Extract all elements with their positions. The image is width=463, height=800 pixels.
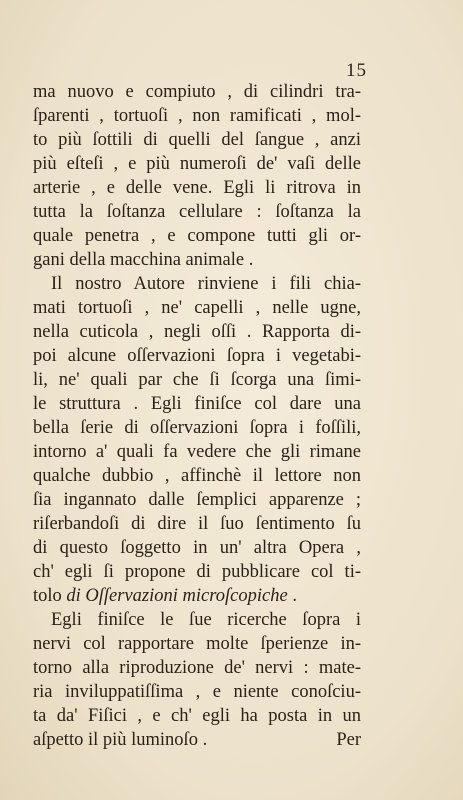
text-line: nervi col rapportare molte ſperienze in- bbox=[33, 634, 361, 654]
text-line: ta da' Fiſici , e ch' egli ha posta in un bbox=[33, 706, 361, 726]
text-line-with-catchword bbox=[33, 728, 361, 752]
text-line: quale penetra , e compone tutti gli or- bbox=[33, 226, 361, 246]
text-line: Egli finiſce le ſue ricerche ſopra i bbox=[51, 610, 361, 630]
text-line: ch' egli ſi propone di pubblicare col ti- bbox=[33, 562, 361, 582]
page-number: 15 bbox=[346, 60, 367, 81]
catchword: Per bbox=[336, 730, 361, 750]
text-line: li, ne' quali par che ſi ſcorga una ſimi- bbox=[33, 370, 361, 390]
text-fragment: aſpetto il più luminoſo . bbox=[33, 730, 208, 750]
text-line: to più ſottili di quelli del ſangue , anzi bbox=[33, 130, 361, 150]
text-fragment: tolo bbox=[33, 586, 67, 606]
text-line: nella cuticola , negli oſſi . Rapporta di- bbox=[33, 322, 361, 342]
text-line: bella ſerie di oſſervazioni ſopra i foſſili, bbox=[33, 418, 361, 438]
text-line-with-title bbox=[33, 584, 361, 608]
text-line: riſerbandoſi di dire il ſuo ſentimento ſu bbox=[33, 514, 361, 534]
italic-title: di Oſſervazioni microſcopiche bbox=[66, 586, 288, 606]
text-line: mati tortuoſi , ne' capelli , nelle ugne, bbox=[33, 298, 361, 318]
text-line: Il nostro Autore rinviene i fili chia- bbox=[51, 274, 361, 294]
text-line: ma nuovo e compiuto , di cilindri tra- bbox=[33, 82, 361, 102]
text-line: qualche dubbio , affinchè il lettore non bbox=[33, 466, 361, 486]
text-line: arterie , e delle vene. Egli li ritrova in bbox=[33, 178, 361, 198]
text-line: intorno a' quali fa vedere che gli rimane bbox=[33, 442, 361, 462]
paragraph-2 bbox=[33, 272, 361, 608]
text-fragment: . bbox=[287, 586, 297, 606]
paragraph-1 bbox=[33, 80, 361, 272]
text-line: di questo ſoggetto in un' altra Opera , bbox=[33, 538, 361, 558]
text-line: ſia ingannato dalle ſemplici apparenze ; bbox=[33, 490, 361, 510]
text-line: torno alla riproduzione de' nervi : mate- bbox=[33, 658, 361, 678]
paragraph-3 bbox=[33, 608, 361, 752]
text-line: più eſteſi , e più numeroſi de' vaſi delle bbox=[33, 154, 361, 174]
text-line: tutta la ſoſtanza cellulare : ſoſtanza la bbox=[33, 202, 361, 222]
text-line: ria inviluppatiſſima , e niente conoſciu- bbox=[33, 682, 361, 702]
body-text bbox=[33, 80, 361, 752]
text-line: ſparenti , tortuoſi , non ramificati , mol- bbox=[33, 106, 361, 126]
text-line: gani della macchina animale . bbox=[33, 250, 254, 270]
text-line: poi alcune oſſervazioni ſopra i vegetabi- bbox=[33, 346, 361, 366]
text-line: le struttura . Egli finiſce col dare una bbox=[33, 394, 361, 414]
